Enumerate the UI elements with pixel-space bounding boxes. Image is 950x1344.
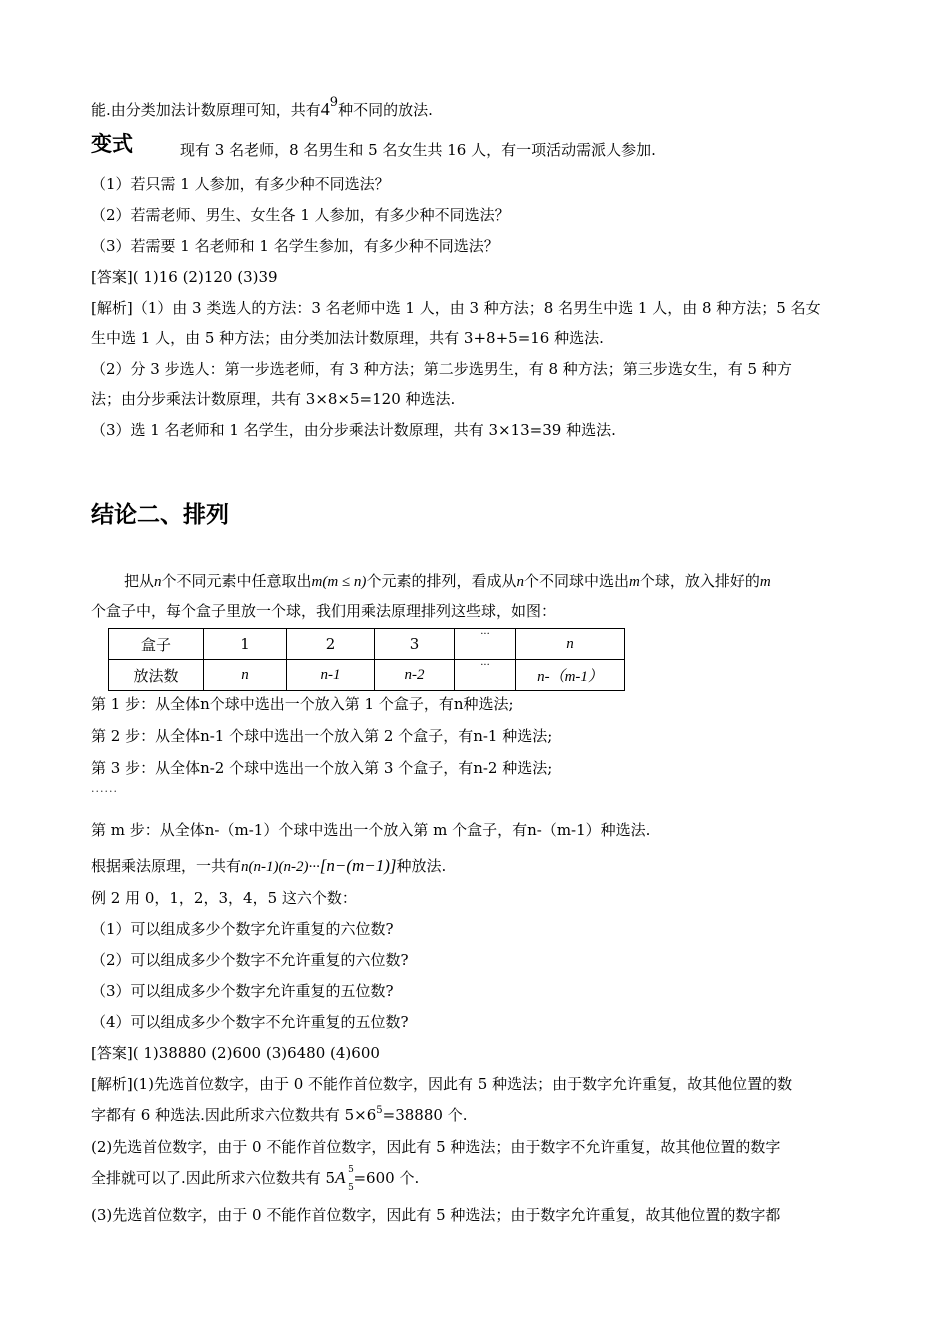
text: 个球，放入排好的 — [639, 572, 760, 590]
table-cell: ··· — [455, 660, 516, 691]
text: =38880 个. — [382, 1106, 468, 1124]
arrangement-letter: A — [335, 1168, 346, 1187]
text: 种不同的放法. — [338, 101, 433, 119]
conclusion-line — [91, 856, 446, 877]
formula: n(n-1)(n-2)··· — [241, 859, 320, 875]
table-cell: n-（m-1） — [516, 660, 625, 691]
table-cell: ··· — [455, 629, 516, 660]
table-cell: 放法数 — [109, 660, 204, 691]
section-paragraph-line2: 个盒子中，每个盒子里放一个球，我们用乘法原理排列这些球，如图： — [91, 602, 557, 620]
variant-intro: 现有 3 名老师，8 名男生和 5 名女生共 16 人，有一项活动需派人参加. — [180, 141, 656, 159]
text: 个不同元素中任意取出 — [161, 572, 312, 590]
variant-analysis-3: （3）选 1 名老师和 1 名学生，由分步乘法计数原理，共有 3×13=39 种选法. — [91, 421, 616, 439]
ellipsis: ······ — [91, 785, 118, 798]
table-cell: 3 — [375, 629, 455, 660]
arrangement-symbol — [335, 1165, 354, 1193]
exponent: 5 — [376, 1105, 383, 1116]
example-q1: （1）可以组成多少个数字允许重复的六位数? — [91, 920, 394, 938]
table-row — [109, 629, 625, 660]
variant-analysis-2b: 法；由分步乘法计数原理，共有 3×8×5=120 种选法. — [91, 390, 456, 408]
variant-analysis-1a: [解析]（1）由 3 类选人的方法：3 名老师中选 1 人，由 3 种方法；8 名男生中选 1 人，由 8 种方法；5 名女 — [91, 299, 821, 317]
step-3: 第 3 步：从全体n-2 个球中选出一个放入第 3 个盒子，有n-2 种选法; — [91, 759, 553, 777]
var-m: m — [311, 574, 323, 590]
var-n: n — [154, 574, 162, 590]
example-analysis-2a: (2)先选首位数字，由于 0 不能作首位数字，因此有 5 种选法；由于数字不允许重复，故其他位置的数字 — [91, 1138, 781, 1156]
superscript: 5 — [348, 1165, 354, 1175]
table-cell: n — [204, 660, 287, 691]
condition: (m ≤ n) — [322, 574, 367, 590]
text: 把从 — [124, 572, 155, 590]
text: 全排就可以了.因此所求六位数共有 5 — [91, 1169, 336, 1187]
text: 根据乘法原理，一共有 — [91, 857, 242, 875]
example-q2: （2）可以组成多少个数字不允许重复的六位数? — [91, 951, 409, 969]
section-paragraph-line1 — [124, 571, 771, 592]
power-exponent: 9 — [329, 95, 339, 110]
formula-bracket: [n−(m−1)] — [319, 856, 397, 875]
subscript: 5 — [348, 1183, 354, 1193]
table-cell: 盒子 — [109, 629, 204, 660]
var-n: n — [516, 574, 524, 590]
table-cell: n — [516, 629, 625, 660]
variant-analysis-1b: 生中选 1 人，由 5 种方法；由分类加法计数原理，共有 3+8+5=16 种选法. — [91, 329, 604, 347]
example-q3: （3）可以组成多少个数字允许重复的五位数? — [91, 982, 394, 1000]
section-heading: 结论二、排列 — [91, 502, 229, 528]
intro-line — [91, 95, 433, 122]
example-title: 例 2 用 0，1，2，3，4，5 这六个数： — [91, 889, 357, 907]
step-2: 第 2 步：从全体n-1 个球中选出一个放入第 2 个盒子，有n-1 种选法; — [91, 727, 553, 745]
table-cell: n-1 — [287, 660, 375, 691]
variant-label: 变式 — [91, 132, 133, 156]
step-m: 第 m 步：从全体n-（m-1）个球中选出一个放入第 m 个盒子，有n-（m-1）种选法. — [91, 821, 651, 839]
permutation-table — [108, 628, 625, 691]
text: 个元素的排列，看成从 — [366, 572, 517, 590]
example-analysis-2b — [91, 1165, 420, 1193]
table-cell: n-2 — [375, 660, 455, 691]
table-cell: 2 — [287, 629, 375, 660]
text: 字都有 6 种选法.因此所求六位数共有 5×6 — [91, 1106, 377, 1124]
example-analysis-3a: (3)先选首位数字，由于 0 不能作首位数字，因此有 5 种选法；由于数字允许重复，故其他位置的数字都 — [91, 1206, 781, 1224]
example-analysis-1b — [91, 1105, 467, 1128]
step-1: 第 1 步：从全体n个球中选出一个放入第 1 个盒子，有n种选法; — [91, 695, 514, 713]
table-row — [109, 660, 625, 691]
var-m: m — [759, 574, 771, 590]
variant-q1: （1）若只需 1 人参加，有多少种不同选法？ — [91, 175, 390, 193]
variant-answer: [答案]( 1)16 (2)120 (3)39 — [91, 268, 278, 286]
example-answer: [答案]( 1)38880 (2)600 (3)6480 (4)600 — [91, 1044, 380, 1062]
power-base: 4 — [320, 99, 330, 119]
variant-analysis-2a: （2）分 3 步选人：第一步选老师，有 3 种方法；第二步选男生，有 8 种方法；第三步选女生，有 5 种方 — [91, 360, 792, 378]
text: =600 个. — [353, 1169, 420, 1187]
text: 种放法. — [396, 857, 447, 875]
table-cell: 1 — [204, 629, 287, 660]
example-analysis-1a: [解析](1)先选首位数字，由于 0 不能作首位数字，因此有 5 种选法；由于数字允许重复，故其他位置的数 — [91, 1075, 793, 1093]
variant-q2: （2）若需老师、男生、女生各 1 人参加，有多少种不同选法？ — [91, 206, 510, 224]
variant-q3: （3）若需要 1 名老师和 1 名学生参加，有多少种不同选法？ — [91, 237, 499, 255]
text: 能.由分类加法计数原理可知，共有 — [91, 101, 321, 119]
text: 个不同球中选出 — [523, 572, 629, 590]
example-q4: （4）可以组成多少个数字不允许重复的五位数? — [91, 1013, 409, 1031]
var-m: m — [628, 574, 640, 590]
